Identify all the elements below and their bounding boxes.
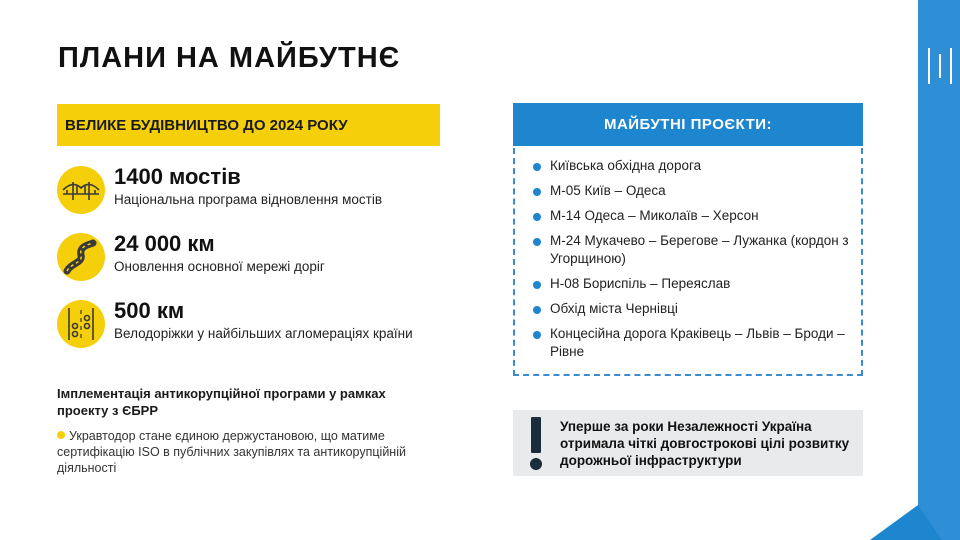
construction-header-label: ВЕЛИКЕ БУДІВНИЦТВО ДО 2024 РОКУ — [65, 117, 348, 134]
anticorruption-title: Імплементація антикорупційної програми у рамках проекту з ЄБРР — [57, 386, 386, 418]
stat-description: Оновлення основної мережі доріг — [114, 259, 325, 274]
list-item: М-14 Одеса – Миколаїв – Херсон — [533, 207, 853, 225]
exclamation-icon — [529, 417, 543, 471]
bike-lane-icon — [57, 300, 105, 348]
stat-value: 24 000 км — [114, 231, 215, 256]
bullet-dot — [57, 431, 65, 439]
stat-description: Національна програма відновлення мостів — [114, 192, 383, 207]
road-lanes-icon — [928, 48, 952, 84]
page-title: ПЛАНИ НА МАЙБУТНЄ — [58, 42, 401, 74]
anticorruption-text — [57, 428, 437, 476]
construction-header — [57, 104, 440, 146]
corner-decoration — [870, 505, 960, 540]
stat-bridges — [57, 166, 457, 216]
list-item: М-05 Київ – Одеса — [533, 182, 853, 200]
list-item: Обхід міста Чернівці — [533, 300, 853, 318]
list-item: Київська обхідна дорога — [533, 157, 853, 175]
list-item: М-24 Мукачево – Берегове – Лужанка (кордон з Угорщиною) — [533, 232, 853, 268]
note-box — [513, 410, 863, 476]
note-text: Уперше за роки Незалежності Україна отримала чіткі довгострокові цілі розвитку дорожньої інфраструктури — [560, 419, 850, 468]
stat-roads — [57, 233, 457, 283]
projects-list — [533, 157, 853, 361]
projects-header — [513, 103, 863, 146]
bridge-icon — [57, 166, 105, 214]
stat-value: 500 км — [114, 298, 185, 323]
stat-description: Велодоріжки у найбільших агломераціях країни — [114, 326, 413, 341]
list-item: Концесійна дорога Краківець – Львів – Броди – Рівне — [533, 325, 853, 361]
stat-value: 1400 мостів — [114, 164, 241, 189]
list-item: Н-08 Бориспіль – Переяслав — [533, 275, 853, 293]
anticorruption-text-body: Укравтодор стане єдиною держустановою, що матиме сертифікацію ISO в публічних закупівлях та антикорупційній діяльності — [57, 429, 406, 475]
stat-bike-lanes — [57, 300, 457, 350]
road-icon — [57, 233, 105, 281]
projects-header-label: МАЙБУТНІ ПРОЄКТИ: — [603, 116, 773, 133]
